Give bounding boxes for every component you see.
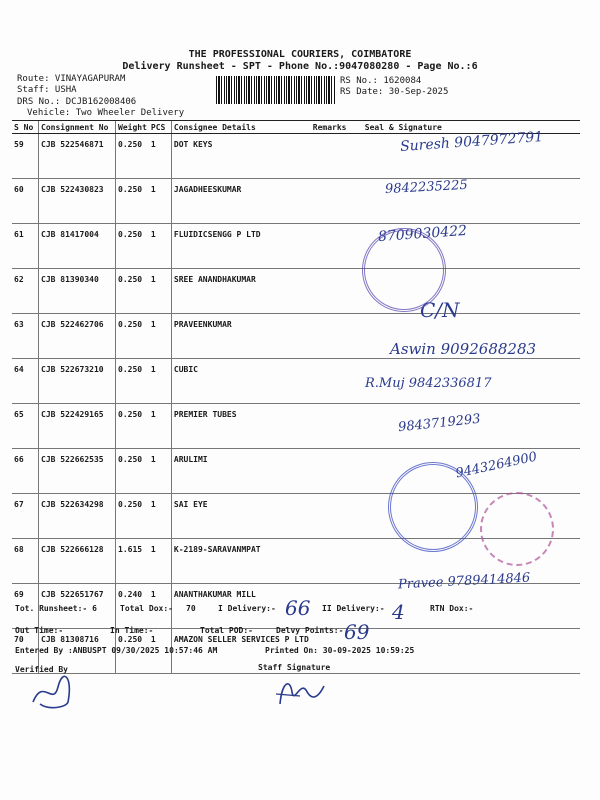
barcode [216, 76, 336, 104]
company-stamp [362, 228, 446, 312]
pink-stamp [480, 492, 554, 566]
signature-row-65: R.Muj 9842336817 [365, 376, 492, 391]
row-weight: 0.250 [116, 179, 149, 224]
row-sno: 62 [12, 269, 39, 314]
row-weight: 0.240 [116, 584, 149, 629]
row-pcs: 1 [149, 449, 172, 494]
delvy-points-count: 69 [344, 620, 370, 644]
row-consignment: CJB 522651767 [39, 584, 116, 629]
row-sno: 69 [12, 584, 39, 629]
table-row [12, 359, 580, 404]
row-weight: 0.250 [116, 494, 149, 539]
row-weight: 0.250 [116, 404, 149, 449]
row-weight: 0.250 [116, 314, 149, 359]
row-consignee: DOT KEYS [171, 134, 310, 179]
in-time-label: In Time:- [110, 626, 154, 635]
row-pcs: 1 [149, 584, 172, 629]
row-sno: 59 [12, 134, 39, 179]
rtn-dox-label: RTN Dox:- [430, 604, 474, 613]
row-weight: 0.250 [116, 269, 149, 314]
signature-row-64: Aswin 9092688283 [390, 340, 537, 358]
row-remarks [311, 134, 363, 179]
row-consignee: SAI EYE [171, 494, 310, 539]
total-dox-label: Total Dox:- [120, 604, 173, 613]
row-pcs: 1 [149, 269, 172, 314]
rs-number: RS No.: 1620084 [340, 76, 422, 86]
row-sno: 70 [12, 629, 39, 674]
row-pcs: 1 [149, 179, 172, 224]
signature-row-66: 9843719293 [397, 411, 482, 436]
ii-delivery-label: II Delivery:- [322, 604, 385, 613]
signature-row-59: Suresh 9047972791 [399, 129, 544, 155]
row-consignee: FLUIDICSENGG P LTD [171, 224, 310, 269]
col-pcs: PCS [149, 121, 172, 134]
out-time-label: Out Time:- [15, 626, 64, 635]
signature-row-67: 9443264900 [454, 449, 539, 482]
row-remarks [311, 359, 363, 404]
row-pcs: 1 [149, 494, 172, 539]
table-row [12, 224, 580, 269]
delvy-points-label: Delvy Points:- [276, 626, 344, 635]
col-remarks: Remarks [311, 121, 363, 134]
row-remarks [311, 539, 363, 584]
row-consignment: CJB 522662535 [39, 449, 116, 494]
row-consignment: CJB 522634298 [39, 494, 116, 539]
verified-by-label: Verified By [15, 665, 68, 674]
row-consignee: CUBIC [171, 359, 310, 404]
col-sno: S No [12, 121, 39, 134]
row-consignment: CJB 522546871 [39, 134, 116, 179]
tot-runsheet: Tot. Runsheet:- 6 [15, 604, 97, 613]
row-sno: 63 [12, 314, 39, 359]
row-sno: 61 [12, 224, 39, 269]
row-consignee: JAGADHEESKUMAR [171, 179, 310, 224]
row-remarks [311, 179, 363, 224]
row-sno: 66 [12, 449, 39, 494]
row-sno: 60 [12, 179, 39, 224]
staff-signature [270, 672, 330, 712]
runsheet-table [12, 120, 580, 674]
row-remarks [311, 224, 363, 269]
entered-by: Entered By :ANBUSPT 09/30/2025 10:57:46 AM [15, 646, 218, 655]
row-consignee: PRAVEENKUMAR [171, 314, 310, 359]
signature-row-61: 8709030422 [377, 222, 468, 246]
row-pcs: 1 [149, 404, 172, 449]
bank-stamp [388, 462, 478, 552]
row-remarks [311, 314, 363, 359]
verifier-signature [28, 672, 88, 712]
col-seal-signature: Seal & Signature [363, 121, 580, 134]
runsheet-title: Delivery Runsheet - SPT - Phone No.:9047080280 - Page No.:6 [122, 61, 478, 72]
row-consignment: CJB 522462706 [39, 314, 116, 359]
i-delivery-count: 66 [285, 596, 311, 620]
col-weight: Weight [116, 121, 149, 134]
table-row [12, 269, 580, 314]
row-remarks [311, 269, 363, 314]
row-sno: 67 [12, 494, 39, 539]
signature-row-70: Pravee 9789414846 [397, 570, 531, 593]
row-remarks [311, 494, 363, 539]
drs-number: DRS No.: DCJB162008406 [17, 97, 137, 107]
row-consignee: ANANTHAKUMAR MILL [171, 584, 310, 629]
table-row [12, 404, 580, 449]
printed-on: Printed On: 30-09-2025 10:59:25 [265, 646, 415, 655]
row-consignment: CJB 81390340 [39, 269, 116, 314]
table-row [12, 179, 580, 224]
col-consignment: Consignment No [39, 121, 116, 134]
staff-label: Staff: USHA [17, 85, 77, 95]
row-pcs: 1 [149, 134, 172, 179]
staff-signature-label: Staff Signature [258, 663, 331, 672]
row-weight: 1.615 [116, 539, 149, 584]
i-delivery-label: I Delivery:- [218, 604, 276, 613]
signature-row-60: 9842235225 [384, 177, 469, 198]
row-consignee: AMAZON SELLER SERVICES P LTD [171, 629, 310, 674]
row-sno: 65 [12, 404, 39, 449]
total-dox-value: 70 [186, 604, 196, 613]
row-consignee: SREE ANANDHAKUMAR [171, 269, 310, 314]
row-pcs: 1 [149, 629, 172, 674]
row-consignee: K-2189-SARAVANMPAT [171, 539, 310, 584]
row-weight: 0.250 [116, 359, 149, 404]
rs-date: RS Date: 30-Sep-2025 [340, 87, 449, 97]
row-consignment: CJB 81417004 [39, 224, 116, 269]
row-pcs: 1 [149, 314, 172, 359]
row-remarks [311, 449, 363, 494]
total-pod-label: Total POD:- [200, 626, 253, 635]
row-consignment: CJB 522430823 [39, 179, 116, 224]
row-consignment: CJB 522429165 [39, 404, 116, 449]
row-pcs: 1 [149, 539, 172, 584]
row-consignee: PREMIER TUBES [171, 404, 310, 449]
col-consignee: Consignee Details [171, 121, 310, 134]
row-sno: 68 [12, 539, 39, 584]
row-consignment: CJB 522666128 [39, 539, 116, 584]
row-pcs: 1 [149, 224, 172, 269]
ii-delivery-count: 4 [392, 600, 405, 624]
row-sno: 64 [12, 359, 39, 404]
row-consignee: ARULIMI [171, 449, 310, 494]
vehicle-label: Vehicle: Two Wheeler Delivery [27, 108, 185, 118]
row-consignment: CJB 522673210 [39, 359, 116, 404]
row-weight: 0.250 [116, 134, 149, 179]
row-weight: 0.250 [116, 224, 149, 269]
row-weight: 0.250 [116, 449, 149, 494]
row-remarks [311, 404, 363, 449]
row-weight: 0.250 [116, 629, 149, 674]
row-consignment: CJB 81308716 [39, 629, 116, 674]
company-name: THE PROFESSIONAL COURIERS, COIMBATORE [188, 49, 412, 60]
signature-row-63: C/N [420, 298, 460, 322]
route-label: Route: VINAYAGAPURAM [17, 74, 126, 84]
row-pcs: 1 [149, 359, 172, 404]
